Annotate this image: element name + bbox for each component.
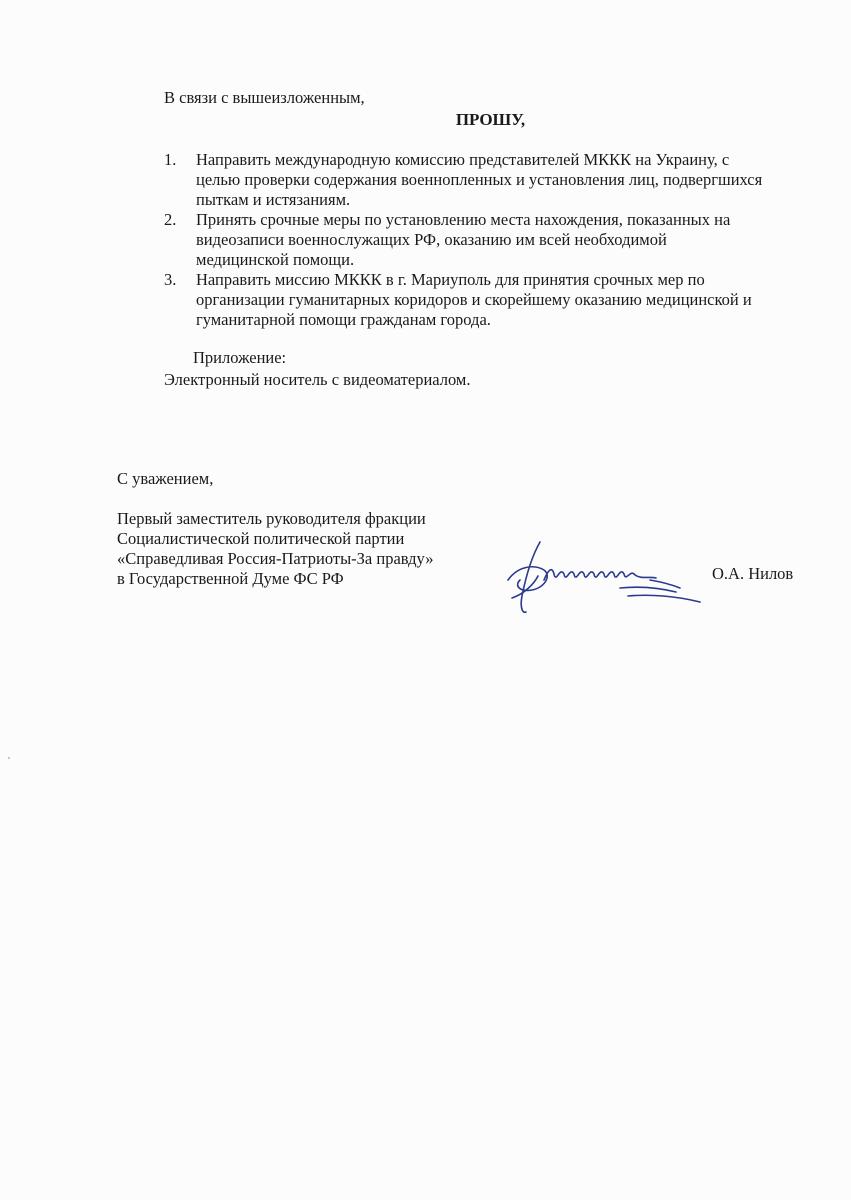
request-heading: ПРОШУ, bbox=[455, 110, 526, 129]
request-line: пыткам и истязаниям. bbox=[196, 190, 351, 209]
request-line: Направить международную комиссию представителей МККК на Украину, с bbox=[196, 150, 730, 169]
handwritten-signature-icon bbox=[500, 536, 710, 620]
closing-line: С уважением, bbox=[117, 469, 214, 488]
request-item bbox=[164, 210, 810, 270]
signature-title-block bbox=[117, 509, 433, 589]
signature-title-line: Первый заместитель руководителя фракции bbox=[117, 509, 426, 528]
request-number: 3. bbox=[164, 270, 177, 289]
request-line: целью проверки содержания военнопленных и установления лиц, подвергшихся bbox=[196, 170, 763, 189]
request-line: гуманитарной помощи гражданам города. bbox=[196, 310, 491, 329]
intro-line: В связи с вышеизложенным, bbox=[164, 88, 365, 107]
request-item bbox=[164, 150, 810, 210]
request-item bbox=[164, 270, 810, 330]
scan-speck bbox=[8, 757, 10, 759]
request-line: организации гуманитарных коридоров и скорейшему оказанию медицинской и bbox=[196, 290, 752, 309]
signer-name: О.А. Нилов bbox=[712, 564, 794, 583]
request-list bbox=[164, 150, 810, 330]
signature-title-line: Социалистической политической партии bbox=[117, 529, 405, 548]
signature-title-line: в Государственной Думе ФС РФ bbox=[117, 569, 344, 588]
attachment-label: Приложение: bbox=[193, 348, 287, 367]
request-line: Направить миссию МККК в г. Мариуполь для принятия срочных мер по bbox=[196, 270, 705, 289]
attachment-item: Электронный носитель с видеоматериалом. bbox=[164, 370, 471, 389]
request-number: 1. bbox=[164, 150, 177, 169]
request-line: медицинской помощи. bbox=[196, 250, 355, 269]
request-number: 2. bbox=[164, 210, 177, 229]
request-line: Принять срочные меры по установлению места нахождения, показанных на bbox=[196, 210, 731, 229]
signature-title-line: «Справедливая Россия-Патриоты-За правду» bbox=[117, 549, 434, 568]
request-line: видеозаписи военнослужащих РФ, оказанию им всей необходимой bbox=[196, 230, 667, 249]
